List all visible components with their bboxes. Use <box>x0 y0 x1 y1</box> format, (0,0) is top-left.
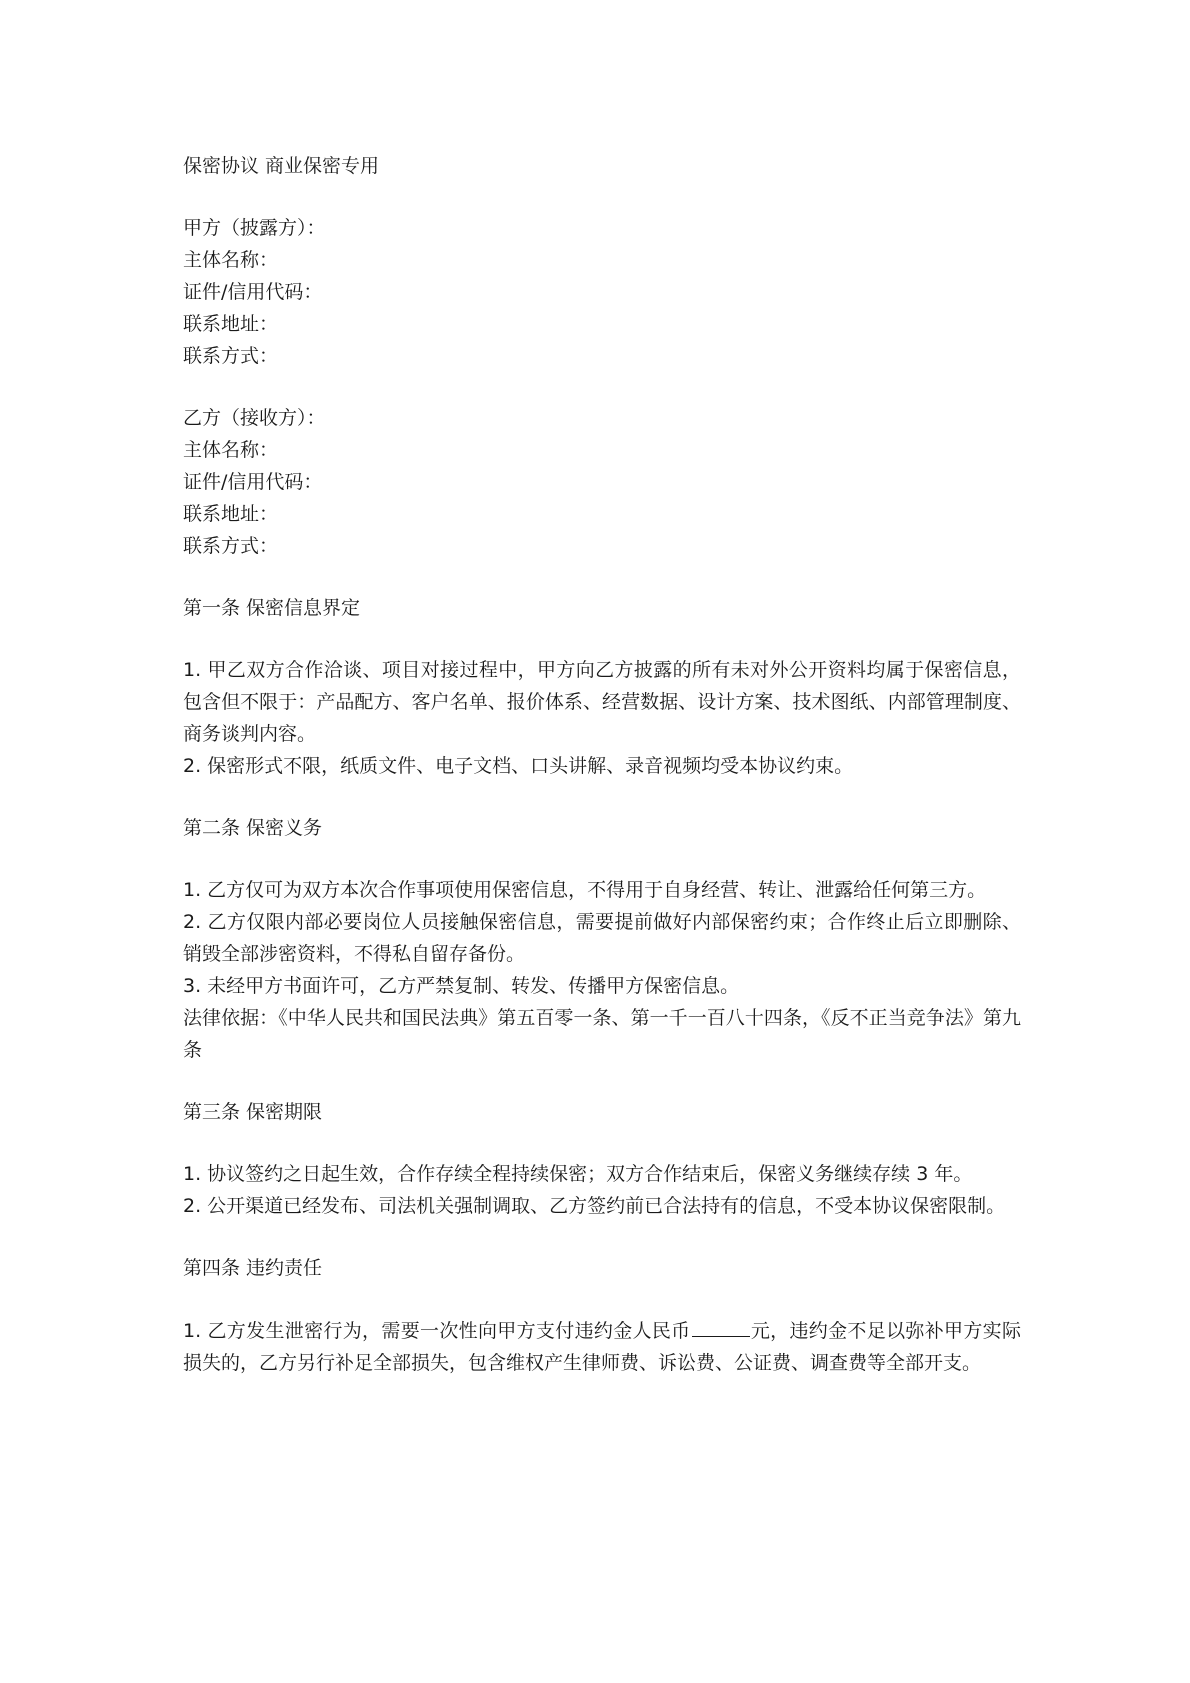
spacer <box>183 182 1021 212</box>
penalty-amount-blank <box>692 1314 750 1337</box>
spacer <box>183 1066 1021 1096</box>
party-b-address-field: 联系地址： <box>183 503 279 525</box>
article-3-item-2: 2. 公开渠道已经发布、司法机关强制调取、乙方签约前已合法持有的信息，不受本协议保密限制。 <box>183 1195 1006 1217</box>
party-a-name-field: 主体名称： <box>183 249 279 271</box>
article-1-heading: 第一条 保密信息界定 <box>183 597 361 619</box>
article-1-item-1: 1. 甲乙双方合作洽谈、项目对接过程中，甲方向乙方披露的所有未对外公开资料均属于保密信息，包含但不限于：产品配方、客户名单、报价体系、经营数据、设计方案、技术图纸、内部管理制度、商务谈判内容。 <box>183 659 1021 745</box>
article-4-item-1 <box>183 1314 1021 1379</box>
article-3-item-1: 1. 协议签约之日起生效，合作存续全程持续保密；双方合作结束后，保密义务继续存续 3 年。 <box>183 1163 973 1185</box>
article-2-heading: 第二条 保密义务 <box>183 817 323 839</box>
spacer <box>183 624 1021 654</box>
article-2-item-2: 2. 乙方仅限内部必要岗位人员接触保密信息，需要提前做好内部保密约束；合作终止后立即删除、销毁全部涉密资料，不得私自留存备份。 <box>183 911 1021 965</box>
spacer <box>183 1222 1021 1252</box>
party-a-contact-field: 联系方式： <box>183 345 279 367</box>
party-b-id-field: 证件/信用代码： <box>183 471 323 493</box>
document-title: 保密协议 商业保密专用 <box>183 155 380 177</box>
party-a-address-field: 联系地址： <box>183 313 279 335</box>
article-2-legal-basis: 法律依据：《中华人民共和国民法典》第五百零一条、第一千一百八十四条，《反不正当竞争法》第九条 <box>183 1007 1021 1061</box>
article-2-item-3: 3. 未经甲方书面许可，乙方严禁复制、转发、传播甲方保密信息。 <box>183 975 740 997</box>
party-b-heading: 乙方（接收方）： <box>183 407 326 429</box>
party-b-contact-field: 联系方式： <box>183 535 279 557</box>
spacer <box>183 1128 1021 1158</box>
party-a-id-field: 证件/信用代码： <box>183 281 323 303</box>
party-b-name-field: 主体名称： <box>183 439 279 461</box>
article-4-item-1-lead: 1. 乙方发生泄密行为，需要一次性向甲方支付违约金人民币 <box>183 1320 691 1342</box>
article-4-item-1-rest: 元，违约金不足以弥补甲方实际损失的，乙方另行补足全部损失，包含维权产生律师费、诉讼费、公证费、调查费等全部开支。 <box>183 1320 1021 1374</box>
spacer <box>183 844 1021 874</box>
article-2-item-1: 1. 乙方仅可为双方本次合作事项使用保密信息，不得用于自身经营、转让、泄露给任何第三方。 <box>183 879 987 901</box>
spacer <box>183 372 1021 402</box>
spacer <box>183 782 1021 812</box>
article-4-heading: 第四条 违约责任 <box>183 1257 323 1279</box>
document-page <box>183 150 1021 1379</box>
spacer <box>183 562 1021 592</box>
article-3-heading: 第三条 保密期限 <box>183 1101 323 1123</box>
spacer <box>183 1284 1021 1314</box>
party-a-heading: 甲方（披露方）： <box>183 217 326 239</box>
article-1-item-2: 2. 保密形式不限，纸质文件、电子文档、口头讲解、录音视频均受本协议约束。 <box>183 755 854 777</box>
